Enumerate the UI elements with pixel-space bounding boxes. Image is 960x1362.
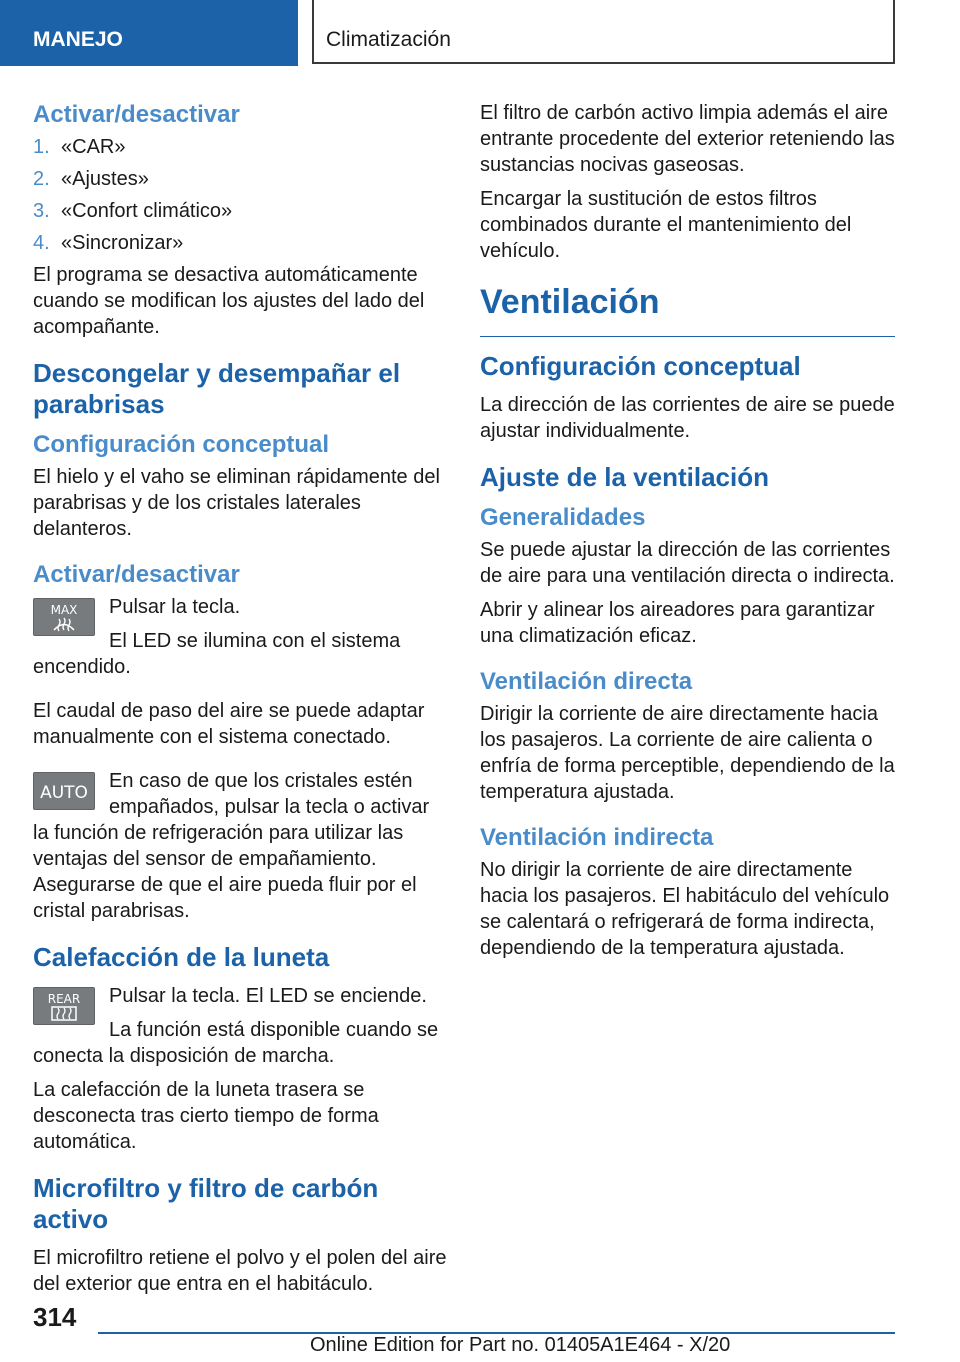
step-number: 4.: [33, 232, 50, 254]
chapter-tab: MANEJO: [0, 0, 298, 66]
rear-icon-label: REAR: [47, 992, 81, 1006]
step-number: 2.: [33, 168, 50, 190]
step-text: «Ajustes»: [61, 168, 149, 190]
auto-icon-label: AUTO: [40, 783, 88, 803]
heading-config-conceptual-1: Configuración conceptual: [33, 431, 330, 458]
list-item: [33, 230, 448, 256]
rear-line-2: La función está disponible cuando se conecta la disposición de marcha.: [33, 1019, 439, 1067]
step-text: «Confort climático»: [61, 200, 233, 222]
heading-ventilacion-indirecta: Ventilación indirecta: [480, 824, 714, 851]
step-number: 3.: [33, 200, 50, 222]
rear-defrost-icon: [33, 987, 95, 1025]
rear-line-1: Pulsar la tecla. El LED se enciende.: [109, 985, 427, 1007]
program-text: El programa se desactiva automáticamente cuando se modifican los ajustes del lado del acompañante.: [33, 264, 425, 338]
page-number: 314: [33, 1302, 77, 1332]
luneta-text: La calefacción de la luneta trasera se desconecta tras cierto tiempo de forma automática.: [33, 1079, 379, 1153]
heading-generalidades: Generalidades: [480, 504, 646, 531]
right-column: [480, 100, 895, 969]
directa-text: Dirigir la corriente de aire directamente hacia los pasajeros. La corriente de aire calienta o enfría de forma perceptible, dependiendo de la temperatura ajustada.: [480, 703, 895, 803]
max-line-1: Pulsar la tecla.: [109, 596, 241, 618]
page-header: [0, 0, 960, 66]
gen-text-1: Se puede ajustar la dirección de las corrientes de aire para una ventilación directa o indirecta.: [480, 539, 895, 587]
heading-luneta: Calefacción de la luneta: [33, 942, 330, 972]
heading-descongelar: Descongelar y desempañar el parabrisas: [33, 358, 401, 419]
list-item: [33, 134, 448, 160]
heading-activar-desactivar-1: Activar/desactivar: [33, 101, 240, 128]
list-item: [33, 198, 448, 224]
heading-config-conceptual-2: Configuración conceptual: [480, 351, 801, 381]
heading-microfiltro: Microfiltro y filtro de carbón activo: [33, 1173, 379, 1234]
step-number: 1.: [33, 136, 50, 158]
heading-activar-desactivar-2: Activar/desactivar: [33, 561, 240, 588]
edition-text: Online Edition for Part no. 01405A1E464 - X/20: [310, 1334, 731, 1356]
auto-button-icon: [33, 772, 95, 810]
max-button-block: [33, 594, 448, 680]
micro-text: El microfiltro retiene el polvo y el polen del aire del exterior que entra en el habitáculo.: [33, 1247, 447, 1295]
config-text: El hielo y el vaho se eliminan rápidamente del parabrisas y de los cristales laterales delanteros.: [33, 466, 440, 540]
gen-text-2: Abrir y alinear los aireadores para garantizar una climatización eficaz.: [480, 599, 875, 647]
auto-text: En caso de que los cristales estén empañados, pulsar la tecla o activar la función de refrigeración para utilizar las ventajas del sensor de empañamiento. Asegurarse de que el aire pueda fluir por el cristal parabrisas.: [33, 770, 430, 922]
step-text: «CAR»: [61, 136, 126, 158]
caudal-text: El caudal de paso del aire se puede adaptar manualmente con el sistema conectado.: [33, 700, 425, 748]
page-footer: [0, 1290, 960, 1362]
max-line-2: El LED se ilumina con el sistema encendido.: [33, 630, 401, 678]
max-defrost-icon: [33, 598, 95, 636]
heading-ventilacion-directa: Ventilación directa: [480, 668, 693, 695]
config-text-2: La dirección de las corrientes de aire se puede ajustar individualmente.: [480, 394, 895, 442]
rear-button-block: [33, 983, 448, 1069]
section-tab: Climatización: [312, 0, 895, 64]
filtro-text-1: El filtro de carbón activo limpia además el aire entrante procedente del exterior reteniendo las sustancias nocivas gaseosas.: [480, 102, 895, 176]
max-icon-label: MAX: [50, 603, 78, 617]
left-column: [33, 100, 448, 1305]
heading-ajuste-ventilacion: Ajuste de la ventilación: [480, 462, 769, 492]
steps-list: [33, 134, 448, 256]
indirecta-text: No dirigir la corriente de aire directamente hacia los pasajeros. El habitáculo del vehículo se calentará o refrigerará de forma indirecta, dependiendo de la temperatura ajustada.: [480, 859, 890, 959]
filtro-text-2: Encargar la sustitución de estos filtros combinados durante el mantenimiento del vehículo.: [480, 188, 852, 262]
list-item: [33, 166, 448, 192]
step-text: «Sincronizar»: [61, 232, 184, 254]
auto-button-block: [33, 768, 448, 924]
heading-ventilacion: Ventilación: [480, 282, 895, 337]
